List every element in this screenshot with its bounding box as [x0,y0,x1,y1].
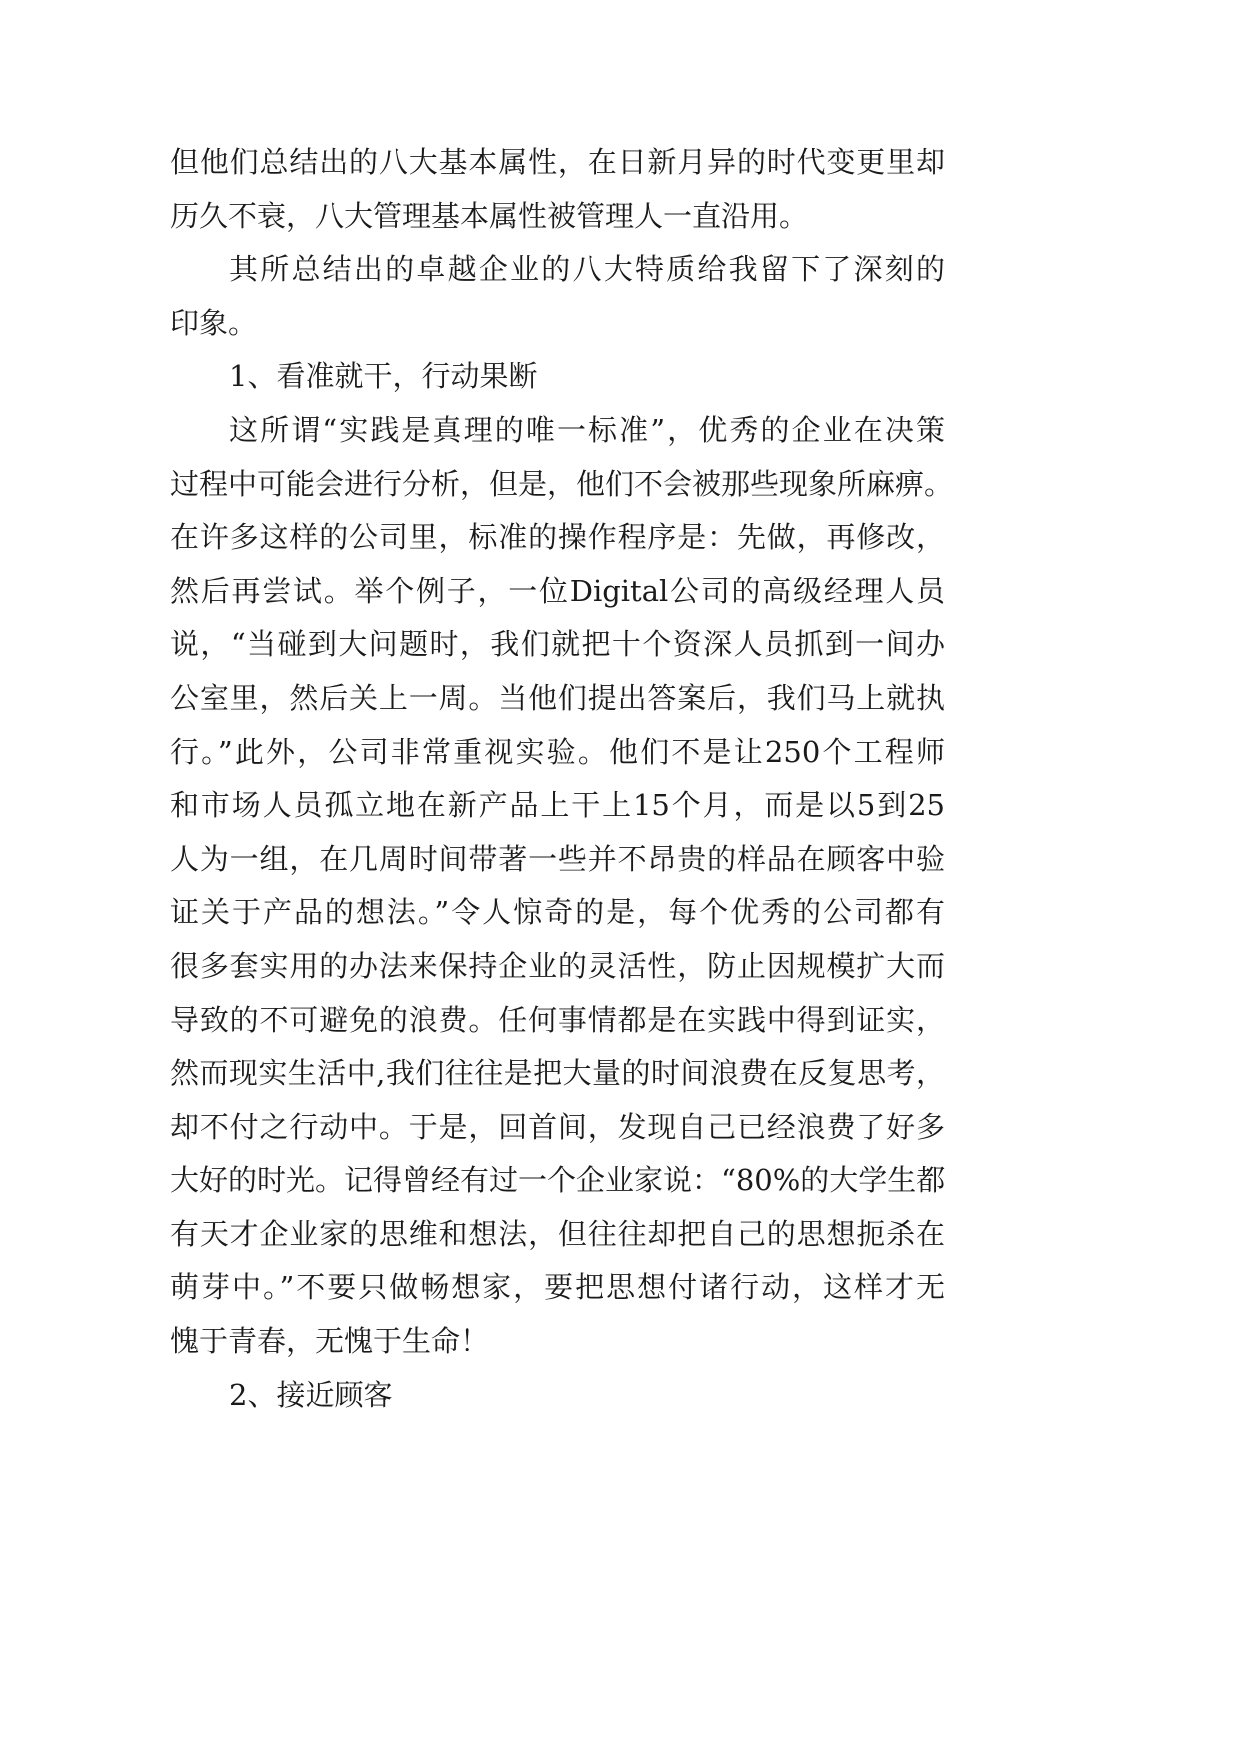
text-line: 然而现实生活中,我们往往是把大量的时间浪费在反复思考， [170,1056,945,1091]
text-line: 在许多这样的公司里，标准的操作程序是：先做，再修改， [170,520,945,555]
text-line: 印象。 [170,305,258,340]
text-line: 有天才企业家的思维和想法，但往往却把自己的思想扼杀在 [170,1216,945,1251]
text-line: 和市场人员孤立地在新产品上干上15个月，而是以5到25 [170,788,945,823]
text-line: 萌芽中。”不要只做畅想家，要把思想付诸行动，这样才无 [170,1270,945,1305]
text-line: 说，“当碰到大问题时，我们就把十个资深人员抓到一间办 [170,627,945,662]
text-line: 然后再尝试。举个例子，一位Digital公司的高级经理人员 [170,573,945,608]
text-line: 过程中可能会进行分析，但是，他们不会被那些现象所麻痹。 [170,466,954,501]
text-line: 这所谓“实践是真理的唯一标准”，优秀的企业在决策 [229,412,945,447]
document-body [170,136,954,1422]
text-line: 很多套实用的办法来保持企业的灵活性，防止因规模扩大而 [170,948,945,983]
paragraph-eight-traits-intro [170,243,945,350]
section-heading-1 [170,350,945,404]
heading-text: 2、接近顾客 [229,1377,393,1412]
text-line: 愧于青春，无愧于生命！ [170,1324,490,1359]
section-heading-2 [170,1369,945,1423]
text-line: 人为一组，在几周时间带著一些并不昂贵的样品在顾客中验 [170,841,945,876]
text-line: 其所总结出的卓越企业的八大特质给我留下了深刻的 [229,252,945,287]
paragraph-section-1-body [170,404,954,1369]
text-line: 行。”此外，公司非常重视实验。他们不是让250个工程师 [170,734,945,769]
text-line: 大好的时光。记得曾经有过一个企业家说：“80%的大学生都 [170,1163,946,1198]
text-line: 公室里，然后关上一周。当他们提出答案后，我们马上就执 [170,680,945,715]
text-line: 历久不衰，八大管理基本属性被管理人一直沿用。 [170,198,809,233]
paragraph-intro-continued [170,136,945,243]
text-line: 导致的不可避免的浪费。任何事情都是在实践中得到证实， [170,1002,945,1037]
text-line: 却不付之行动中。于是，回首间，发现自己已经浪费了好多 [170,1109,945,1144]
text-line: 证关于产品的想法。”令人惊奇的是，每个优秀的公司都有 [170,895,945,930]
heading-text: 1、看准就干，行动果断 [229,359,538,394]
text-line: 但他们总结出的八大基本属性，在日新月异的时代变更里却 [170,145,945,179]
